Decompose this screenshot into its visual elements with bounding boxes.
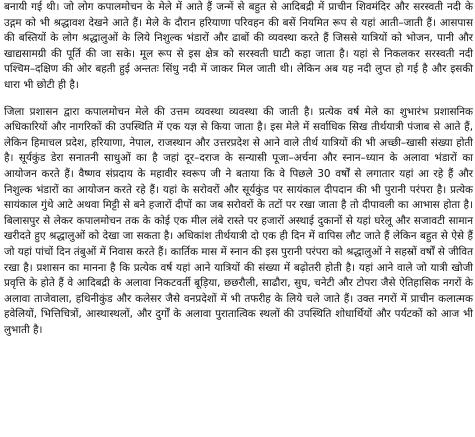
paragraph-1: बनायी गई थी। जो लोग कपालमोचन के मेले में आते हैं जन्में से बहुत से आदिबद्री में प्राचीन शिवमंदिर और सरस्वती नदी के उद्गम को भी श्रद्धावश देखने आते हैं। मेले के दौरान हरियाणा परिवहन की बसें नियमित रूप से यहां आती–जाती हैं। आसपास की बस्तियों के लोग श्रद्धालुओं के लिये निशुल्क भंडारों और ढाबों की व्यवस्था करते हैं जिससे यात्रियों को भोजन, पानी और खाद्यसामग्री की पूर्ति की जा सके। मूल रूप से इस क्षेत्र को सरस्वती घाटी कहा जाता है। यहां से निकलकर सरस्वती नदी पश्चिम–दक्षिण की ओर बहती हुई अन्ततः सिंधु नदी में जाकर मिल जाती थी। लेकिन अब यह नदी लुप्त हो गई है और इसकी धारा भी छोटी ही है।: [4, 1, 473, 91]
paragraph-2: जिला प्रशासन द्वारा कपालमोचन मेले की उत्तम व्यवस्था व्यवस्था की जाती है। प्रत्येक वर्ष मेले का शुभारंभ प्रशासनिक अधिकारियों और नागरिकों की उपस्थिति में एक यज्ञ से किया जाता है। इस मेले में सर्वाधिक सिख तीर्थयात्री पंजाब से आते हैं, लेकिन हिमाचल प्रदेश, हरियाणा, नेपाल, राजस्थान और उत्तरप्रदेश से आने वाले तीर्थ यात्रियों की भी अच्छी–खासी संख्या होती है। सूर्यकुंड डेरा सनातनी साधुओं का है जहां दूर–दराज के सन्यासी पूजा–अर्चना और स्नान–ध्यान के अलावा भंडारों का आयोजन करते हैं। वैष्णव संप्रदाय के महावीर स्वरूप जी ने बताया कि वे पिछले 30 वर्षों से लगातार यहां आ रहे हैं और निशुल्क भंडारों का आयोजन करते रहे हैं। यहां के सरोवरों और सूर्यकुंड पर सायंकाल दीपदान की भी पुरानी परंपरा है। प्रत्येक सायंकाल गुंथे आटे अथवा मिट्टी से बने हजारों दीपों का जब सरोवरों के तटों पर रखा जाता है तो दीपावली का आभास होता है। बिलासपुर से लेकर कपालमोचन तक के कोई एक मील लंबे रास्ते पर हजारों अस्थाई दुकानों से यहां घरेलू और सजावटी सामान खरीदते हुए श्रद्धालुओं को देखा जा सकता है। अधिकांश तीर्थयात्री दो एक ही दिन में वापिस लौट जाते हैं लेकिन बहुत से ऐसे हैं जो यहां पांचों दिन तंबुओं में निवास करते हैं। कार्तिक मास में स्नान की इस पुरानी परंपरा को श्रद्धालुओं ने सहस्रों वर्षों से जीवित रखा है। प्रशासन का मानना है कि प्रत्येक वर्ष यहां आने यात्रियों की संख्या में बढ़ोतरी होती है। यहां आने वाले जो यात्री खोजी प्रवृत्ति के होते हैं वे आदिबद्री के अलावा निकटवर्ती बूड़िया, छछरौली, साढौरा, सुघ, चनेटी और टोपरा जैसे ऐतिहासिक नगरों के अलावा ताजेवाला, हथिनीकुंड और कलेसर जैसे वनप्रदेशों में भी तफरीह के लिये चले जाते हैं। उक्त नगरों में प्राचीन कलात्मक हवेलियों, भित्तिचित्रों, आस्थास्थलों, और दुर्गों के अलावा पुरातात्विक स्थलों की उपस्थिति शोधार्थियों और पर्यटकों को आज भी लुभाती है।: [4, 105, 473, 336]
paragraph-gap: [4, 94, 473, 105]
document-page: [4, 0, 473, 338]
